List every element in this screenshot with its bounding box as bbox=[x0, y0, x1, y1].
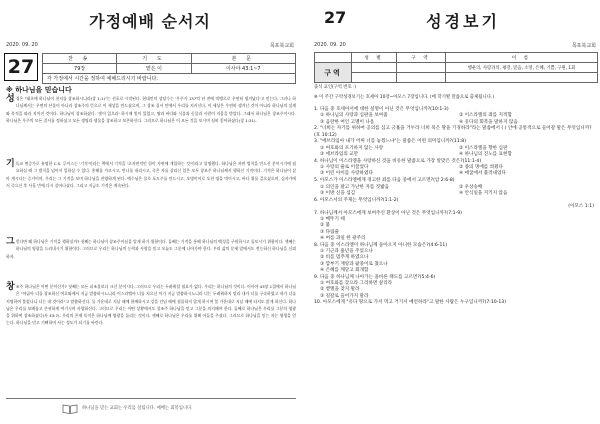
quiz-question bbox=[314, 107, 598, 126]
quiz-question bbox=[314, 275, 598, 300]
quiz-question bbox=[314, 300, 598, 306]
answer-option[interactable]: ① 여호와의 포기하지 않는 사랑 bbox=[320, 145, 384, 151]
answer-option[interactable]: ③ 길갈로 들어가지 말라 bbox=[320, 293, 369, 299]
question-text: 10. 아모스에게 "유다 땅으로 가서 먹고 거기서 예언하라"고 말한 사람은 누구입니까?(7:10-13) bbox=[314, 300, 506, 306]
district-table bbox=[314, 52, 598, 83]
answer-option[interactable]: ① 여호와를 찾으라 그리하면 살리라 bbox=[320, 281, 393, 287]
question-text: 8. 다음 중 이스라엘이 하나님께 돌아오지 아니한 모습은?(4:6-11) bbox=[314, 242, 448, 248]
quiz-question bbox=[314, 243, 598, 274]
question-text: 7. 하나님께서 아모스에게 보여주신 환상이 아닌 것은 무엇입니까?(7:1-9) bbox=[314, 210, 462, 216]
question-text: 3. "에브라임아 내가 어찌 너를 놓겠느냐"는 말씀은 어떤 의미입니까?(11:8) bbox=[314, 139, 467, 145]
answer-option[interactable]: ③ 어린 아이를 사랑하였다 bbox=[320, 171, 373, 177]
bible-icon bbox=[62, 404, 78, 414]
question-text: 1. 다음 중 호세아서에 대한 설명이 아닌 것은 무엇입니까?(10:1-3) bbox=[314, 107, 449, 112]
quiz-instruction: ※ 이 주간 구약성경보기는 호세아 10장~아모스 7장입니다. (매 학기별 말씀으로 출제됩니다.) bbox=[314, 95, 495, 100]
quiz-question bbox=[314, 198, 598, 211]
gender-cell[interactable] bbox=[352, 63, 397, 73]
date: 2020. 09. 20 bbox=[6, 42, 38, 48]
question-text: 9. 다음 중 하나님께 나아가는 올바른 태도를 고르면?(5:4-6) bbox=[314, 274, 436, 280]
sermon-paragraph: 기독교 변증가로 유명한 C.S. 루이스는 '기적'이라는 책에서 기적을 '초자연적인 힘이 자연에 개입하는 것'이라고 설명했다. 하나님은 자연 법칙을 만드신 분이시기에 필요하실 때 그 법칙을 넘어서 일하실 수 있다. 홍해를 가르시고, 만나를 내리시고, 죽은 자를 살리신 일은 모두 창조주 하나님께서 행하신 기적이다. 기적은 하나님이 살아 계시다는 증거이며, 우리는 그 기적을 보며 하나님을 찬양하게 된다. 예수님은 물로 포도주를 만드시고, 오병이어로 오천 명을 먹이시고, 바다 위를 걸으셨으며, 십자가에서 죽으신 후 사흘 만에 다시 살아나셨다. 그리고 지금도 기적은 계속된다. bbox=[6, 159, 296, 188]
prayer-value: 맡은 이 bbox=[117, 64, 191, 74]
drop-cap: 그 bbox=[6, 237, 15, 247]
sermon-paragraph: 그렇다면 왜 하나님은 기적을 행하실까? 첫째는 하나님이 창조주이심을 알게 하기 위함이다. 둘째는 기적을 통해 하나님의 백성을 구원하시고 돌보시기 위함이다. 셋째는 하나님의 영광을 드러내시기 위함이다. 그러므로 우리는 하나님의 능력과 사랑을 믿고 오늘도 그분께 나아가야 한다. 우리 삶의 문제 앞에서도 전능하신 하나님을 신뢰하자. bbox=[6, 237, 296, 259]
gender-cell[interactable] bbox=[352, 73, 397, 83]
issue-number: 27 bbox=[324, 8, 347, 27]
header-hymn: 찬 송 bbox=[43, 54, 117, 64]
scripture-reference: (아모스 1:1) bbox=[568, 203, 594, 209]
answer-option[interactable]: ② 이스라엘의 죄를 지적함 bbox=[459, 113, 512, 119]
footer-text: 하나님을 믿는 교회는 우리를 살립니다. 예배는 회복입니다. bbox=[82, 406, 193, 411]
text-value: 이사야 43:1~7 bbox=[191, 64, 295, 74]
answer-option[interactable]: ③ 에브라임의 교만 bbox=[320, 152, 359, 158]
question-text: 5. 아모스가 이스라엘에게 경고한 죄를 다음 중에서 고르면?(암 2:6-8) bbox=[314, 178, 455, 184]
answer-option[interactable]: ④ 여름 과일 한 광주리 bbox=[320, 235, 366, 241]
quiz-question bbox=[314, 211, 598, 242]
sermon-paragraph: 창조주 하나님은 어떤 분이신가? 첫째는 모든 피조물보다 크신 분이시다. 그러므로 우리는 두려워할 필요가 없다. 우리는 하나님의 것이다. 이사야 43장 1절에서 하나님은 "야곱아 너를 창조하신 여호와께서 지금 말씀하시느니라 이스라엘아 너를 지으신 이가 지금 말씀하시느니라 너는 두려워하지 말라 내가 너를 구속하였고 내가 너를 지명하여 불렀나니 너는 내 것이라"고 말씀하신다. 물 가운데로 지날 때에 함께하시고 강을 건널 때에 침몰하지 않게 하시며 불 가운데로 지날 때에 타지도 않게 하신다. 하나님은 우리를 보배롭고 존귀하게 여기시며 사랑하신다. 그러므로 우리는 어떤 상황에서도 창조주 하나님을 믿고 그분을 의지해야 한다. 둘째로 하나님은 우리를 그분의 영광을 위하여 창조하셨다(사 43:7). 우리의 존재 목적은 하나님께 영광을 돌리는 것이다. 셋째로 하나님은 우리를 위해 아들을 주셨다. 그러므로 하나님을 믿는 자는 영생을 얻는다. 하나님을 믿고 기뻐하며 사는 성도가 되기를 바란다. bbox=[6, 282, 296, 326]
answer-option[interactable]: ② 우상숭배 bbox=[459, 184, 483, 190]
answer-option[interactable]: ③ 이방 신을 섬김 bbox=[320, 190, 356, 196]
district-cell[interactable] bbox=[397, 73, 446, 83]
order-table bbox=[42, 53, 296, 84]
drop-cap: 창 bbox=[6, 282, 15, 292]
plan-note: 각 가정에서 시간을 정하여 예배드리시기 바랍니다. bbox=[43, 74, 296, 84]
answer-option[interactable]: ④ 안식일을 지키지 않음 bbox=[459, 190, 508, 196]
sermon-title: ※ 하나님을 믿습니다 bbox=[6, 86, 72, 94]
answer-option[interactable]: ① 기근과 흉년을 주었으나 bbox=[320, 249, 373, 255]
question-list bbox=[314, 107, 598, 307]
answer-option[interactable]: ④ 애굽에서 불러내었다 bbox=[459, 171, 506, 177]
district-cell[interactable] bbox=[397, 63, 446, 73]
church-name: 목포북교회 bbox=[269, 43, 294, 49]
issue-number: 27 bbox=[4, 53, 38, 81]
member-names: 행운의, 사랑과의, 평강, 믿음, 소망, 은혜, 기쁨, 구원, 1회 bbox=[446, 63, 598, 73]
answer-option[interactable]: ③ 음란한 여인 고멜이 나옴 bbox=[320, 119, 375, 125]
answer-option[interactable]: ① 메뚜기 떼 bbox=[320, 217, 345, 223]
header-district: 구 역 bbox=[397, 53, 446, 63]
question-text: 6. 아모스서의 주제는 무엇입니까?(1:1-2) bbox=[314, 197, 399, 203]
quiz-question bbox=[314, 178, 598, 197]
section-label: 구역 bbox=[315, 63, 352, 83]
answer-option[interactable]: ② 불 bbox=[320, 223, 331, 229]
sermon-paragraph: 성경은 "태초에 하나님이 천지를 창조하시니라(창 1:1)"는 선포로 시작된다. 현대인의 상당수는 '우주가 137억 년 전에 빅뱅으로 우연히 생겨났다'고 믿는다. 그러나 하나님께서는 우연의 산물이 아니라 창조주의 뜻으로 이 세상을 만드셨으며, 그 창조 질서 안에서 우리를 지키신다. 이 세상은 우연히 생겨난 것이 아니라 하나님의 설계와 목적을 따라 지어진 것이다. 하나님이 창조하셨다. '빛이 있으라' 하시매 빛이 있었고, 땅과 바다와 식물과 동물과 사람이 지음을 받았다. 그래서 하나님은 창조주이시다. 하나님은 우주의 모든 질서를 정하셨고 모든 생명과 생물을 창조하고 보존하신다. 그러므로 하나님은 이 모든 것을 보시며 심히 좋아하셨다(창 1:31). bbox=[6, 94, 296, 123]
header-name: 이 름 bbox=[446, 53, 598, 63]
answer-option[interactable]: ④ 유다의 회복을 말하지 않음 bbox=[459, 119, 518, 125]
answer-option[interactable]: ① 의인을 팔고 가난한 자를 짓밟음 bbox=[320, 184, 390, 190]
church-name: 목포북교회 bbox=[571, 43, 596, 49]
answer-option[interactable]: ② 이스라엘을 향한 심판 bbox=[459, 145, 508, 151]
answer-option[interactable]: ② 종의 멍에를 씌웠다 bbox=[459, 165, 504, 171]
bible-quiz-page bbox=[306, 0, 600, 424]
date: 2020. 09. 20 bbox=[314, 42, 346, 48]
page-title: 가정예배 순서지 bbox=[89, 12, 211, 31]
quiz-question bbox=[314, 159, 598, 178]
hymn-value: 79장 bbox=[43, 64, 117, 74]
answer-option[interactable]: ② 벧엘을 찾지 말라 bbox=[320, 287, 360, 293]
answer-option[interactable]: ① 사랑의 줄로 이끌었다 bbox=[320, 165, 369, 171]
answer-option[interactable]: ② 비를 멈추게 하였으나 bbox=[320, 255, 369, 261]
answer-option[interactable]: ③ 깜부기 재앙과 팥중이로 쳤으나 bbox=[320, 261, 388, 267]
footer-divider bbox=[6, 398, 296, 399]
header-gender: 성 별 bbox=[352, 53, 397, 63]
name-cell[interactable] bbox=[446, 73, 598, 83]
quiz-question bbox=[314, 139, 598, 158]
drop-cap: 성 bbox=[6, 94, 15, 104]
page-title: 성경보기 bbox=[426, 12, 500, 31]
header-blank bbox=[315, 53, 352, 63]
answer-option[interactable]: ④ 은혜를 깨닫고 회개함 bbox=[320, 267, 369, 273]
question-text: 4. 하나님이 이스라엘을 사랑하신 것을 비유한 말씀으로 가장 알맞은 것은?(11:1-4) bbox=[314, 158, 482, 164]
quiz-question bbox=[314, 126, 598, 139]
drop-cap: 기 bbox=[6, 159, 15, 169]
answer-option[interactable]: ③ 다림줄 bbox=[320, 229, 339, 235]
answer-option[interactable]: ① 하나님의 사랑과 심판을 보여줌 bbox=[320, 113, 388, 119]
header-text: 본 문 bbox=[191, 54, 295, 64]
header-prayer: 기 도 bbox=[117, 54, 191, 64]
question-text: 2. "너희는 자기를 위하여 공의를 심고 긍휼을 거두라 너희 묵은 땅을 기경하라"라는 말씀에서 ( ) 안에 공통적으로 들어갈 말은 무엇입니까? (호 10:12) bbox=[314, 126, 592, 138]
class-line: 출석 교인(구역 번호 ·) bbox=[314, 85, 357, 90]
answer-option[interactable]: ④ 하나님의 진노를 표현함 bbox=[459, 152, 512, 158]
